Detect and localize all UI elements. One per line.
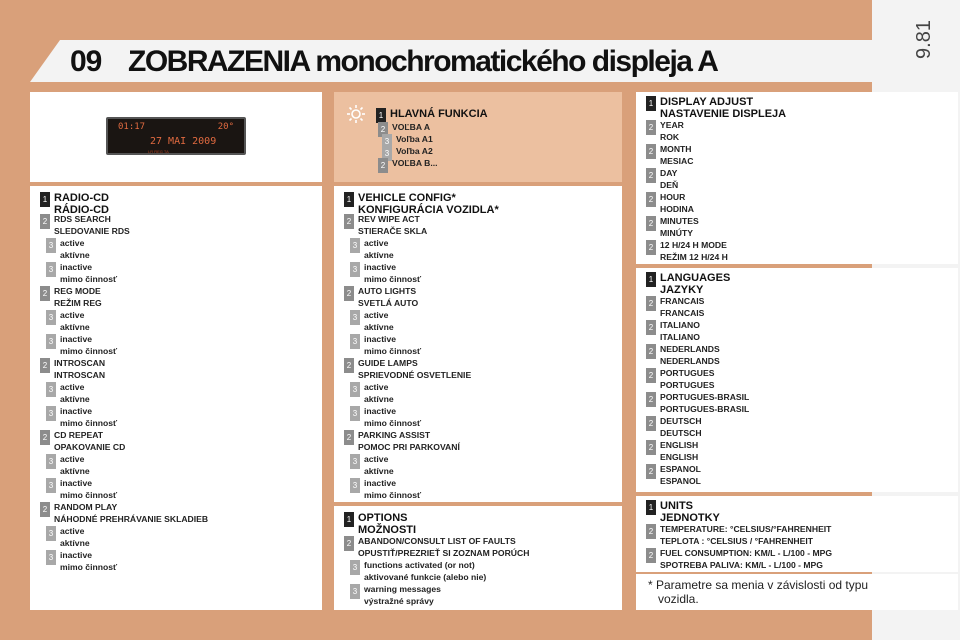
level-badge: 2 (40, 286, 50, 301)
menu-item-level-3 (46, 262, 117, 285)
level-badge: 3 (350, 334, 360, 349)
level-badge: 3 (350, 262, 360, 277)
level-badge: 3 (350, 584, 360, 599)
menu-item-level-2 (40, 502, 208, 525)
menu-item-label: inactive mimo činnosť (60, 478, 118, 500)
level-badge: 2 (646, 144, 656, 159)
footnote: * Parametre sa menia v závislosti od typu vozidla. (648, 578, 869, 606)
level-badge: 3 (350, 238, 360, 253)
menu-item-label: YEAR ROK (660, 120, 684, 142)
level-badge: 3 (350, 560, 360, 575)
menu-item-level-3 (46, 382, 90, 405)
menu-item-label: active aktívne (364, 382, 394, 404)
menu-item-level-3 (350, 382, 394, 405)
menu-item-label: active aktívne (60, 238, 90, 260)
header-notch (30, 40, 60, 82)
level-badge: 3 (350, 478, 360, 493)
level-badge: 2 (646, 192, 656, 207)
menu-item-label: PORTUGUES-BRASIL PORTUGUES-BRASIL (660, 392, 750, 414)
level-badge: 3 (350, 454, 360, 469)
menu-item-label: active aktívne (60, 526, 90, 548)
level-badge: 2 (646, 344, 656, 359)
level-badge: 1 (646, 96, 656, 111)
menu-item-level-3 (350, 406, 421, 429)
menu-item-level-3 (46, 550, 117, 573)
menu-item-label: INTROSCAN INTROSCAN (54, 358, 106, 380)
menu-item-level-2 (646, 344, 720, 367)
level-badge: 3 (46, 310, 56, 325)
menu-item-level-3 (350, 334, 421, 357)
menu-item-level-3 (46, 454, 90, 477)
level-badge: 2 (40, 358, 50, 373)
lcd-time: 01:17 (118, 122, 146, 132)
menu-item-label: ENGLISH ENGLISH (660, 440, 699, 462)
menu-item-level-1 (344, 192, 499, 216)
level-badge: 3 (46, 262, 56, 277)
menu-item-label: VEHICLE CONFIG* KONFIGURÁCIA VOZIDLA* (358, 192, 499, 216)
menu-item-level-3 (46, 526, 90, 549)
level-badge: 2 (344, 430, 354, 445)
menu-item-level-2 (40, 214, 130, 237)
menu-item-label: inactive mimo činnosť (364, 262, 422, 284)
menu-item-level-2 (344, 358, 471, 381)
menu-item-label: RADIO-CD RÁDIO-CD (54, 192, 109, 216)
level-badge: 3 (382, 134, 392, 149)
menu-item-label: HOUR HODINA (660, 192, 694, 214)
level-badge: 2 (646, 120, 656, 135)
level-badge: 3 (46, 238, 56, 253)
menu-item-level-1 (646, 500, 720, 524)
menu-item-label: inactive mimo činnosť (364, 334, 422, 356)
menu-item-label: ESPANOL ESPANOL (660, 464, 701, 486)
level-badge: 2 (378, 158, 388, 173)
menu-item-level-2 (646, 392, 749, 415)
menu-item-level-3 (350, 310, 394, 333)
menu-item-level-2 (646, 368, 714, 391)
level-badge: 2 (40, 502, 50, 517)
menu-item-level-3 (46, 310, 90, 333)
menu-item-label: HLAVNÁ FUNKCIA (390, 108, 488, 120)
menu-item-level-2 (646, 168, 678, 191)
level-badge: 3 (382, 146, 392, 161)
menu-item-label: Voľba A1 (396, 134, 433, 144)
level-badge: 1 (40, 192, 50, 207)
menu-item-label: warning messages výstražné správy (364, 584, 441, 606)
level-badge: 1 (376, 108, 386, 123)
level-badge: 2 (40, 430, 50, 445)
level-badge: 3 (46, 382, 56, 397)
menu-item-label: 12 H/24 H MODE REŽIM 12 H/24 H (660, 240, 728, 262)
level-badge: 2 (646, 392, 656, 407)
menu-item-label: inactive mimo činnosť (60, 550, 118, 572)
menu-item-label: GUIDE LAMPS SPRIEVODNÉ OSVETLENIE (358, 358, 472, 380)
lcd-date: 27 MAI 2009 (150, 136, 217, 147)
menu-item-label: inactive mimo činnosť (364, 406, 422, 428)
level-badge: 3 (46, 478, 56, 493)
menu-item-level-3 (350, 478, 421, 501)
menu-item-label: OPTIONS MOŽNOSTI (358, 512, 417, 536)
level-badge: 2 (344, 286, 354, 301)
level-badge: 1 (344, 512, 354, 527)
menu-item-level-2 (344, 536, 529, 559)
lcd-display (106, 117, 246, 155)
menu-item-label: ABANDON/CONSULT LIST OF FAULTS OPUSTIŤ/PREZRIEŤ SI ZOZNAM PORÚCH (358, 536, 530, 558)
menu-item-level-3 (350, 560, 486, 583)
menu-item-level-3 (350, 454, 394, 477)
lcd-temp: 20° (217, 122, 234, 132)
menu-item-level-2 (344, 214, 427, 237)
level-badge: 3 (46, 454, 56, 469)
menu-item-level-2 (646, 192, 694, 215)
level-badge: 3 (350, 406, 360, 421)
menu-item-level-2 (40, 430, 125, 453)
menu-item-label: VOĽBA A (392, 122, 431, 132)
level-badge: 2 (344, 536, 354, 551)
menu-item-label: DAY DEŇ (660, 168, 679, 190)
level-badge: 2 (646, 548, 656, 563)
menu-item-level-3 (46, 238, 90, 261)
level-badge: 3 (46, 526, 56, 541)
menu-item-level-2 (344, 286, 418, 309)
menu-item-level-3 (350, 238, 394, 261)
level-badge: 3 (46, 406, 56, 421)
level-badge: 3 (46, 334, 56, 349)
menu-item-label: active aktívne (364, 454, 394, 476)
menu-item-level-3 (46, 478, 117, 501)
menu-item-label: Voľba A2 (396, 146, 433, 156)
menu-item-level-1 (344, 512, 416, 536)
menu-item-level-3 (350, 262, 421, 285)
menu-item-label: REV WIPE ACT STIERAČE SKLA (358, 214, 428, 236)
menu-item-label: RANDOM PLAY NÁHODNÉ PREHRÁVANIE SKLADIEB (54, 502, 209, 524)
menu-item-label: LANGUAGES JAZYKY (660, 272, 731, 296)
menu-item-label: DISPLAY ADJUST NASTAVENIE DISPLEJA (660, 96, 787, 120)
menu-item-level-2 (646, 548, 832, 571)
sun-icon (346, 104, 366, 124)
menu-item-label: inactive mimo činnosť (60, 262, 118, 284)
menu-item-level-3 (350, 584, 441, 607)
chapter-number: 09 (70, 45, 102, 78)
menu-item-label: PORTUGUES PORTUGUES (660, 368, 715, 390)
menu-item-level-2 (646, 296, 704, 319)
menu-item-label: DEUTSCH DEUTSCH (660, 416, 702, 438)
menu-item-label: FUEL CONSUMPTION: KM/L - L/100 - MPG SPOTREBA PALIVA: KM/L - L/100 - MPG (660, 548, 833, 570)
menu-item-label: functions activated (or not) aktivované funkcie (alebo nie) (364, 560, 487, 582)
level-badge: 2 (646, 440, 656, 455)
menu-item-label: PARKING ASSIST POMOC PRI PARKOVANÍ (358, 430, 460, 452)
menu-item-label: active aktívne (60, 310, 90, 332)
menu-item-level-2 (40, 358, 105, 381)
level-badge: 3 (46, 550, 56, 565)
level-badge: 2 (646, 464, 656, 479)
menu-item-label: active aktívne (60, 382, 90, 404)
level-badge: 3 (350, 382, 360, 397)
level-badge: 1 (646, 272, 656, 287)
menu-item-level-2 (646, 216, 699, 239)
menu-item-label: RDS SEARCH SLEDOVANIE RDS (54, 214, 130, 236)
level-badge: 2 (344, 358, 354, 373)
level-badge: 2 (40, 214, 50, 229)
menu-item-label: AUTO LIGHTS SVETLÁ AUTO (358, 286, 419, 308)
menu-item-level-2 (40, 286, 102, 309)
level-badge: 2 (344, 214, 354, 229)
menu-item-label: inactive mimo činnosť (60, 406, 118, 428)
menu-item-label: FRANCAIS FRANCAIS (660, 296, 705, 318)
menu-item-level-3 (46, 334, 117, 357)
menu-item-label: MINUTES MINÚTY (660, 216, 699, 238)
menu-item-label: NEDERLANDS NEDERLANDS (660, 344, 720, 366)
level-badge: 2 (646, 368, 656, 383)
menu-item-label: active aktívne (60, 454, 90, 476)
level-badge: 2 (646, 168, 656, 183)
menu-item-label: UNITS JEDNOTKY (660, 500, 720, 524)
level-badge: 1 (646, 500, 656, 515)
menu-item-level-2 (646, 120, 684, 143)
level-badge: 2 (646, 296, 656, 311)
lcd-indicators: LR REG TA (148, 149, 169, 154)
page-number: 9.81 (912, 20, 935, 59)
menu-item-label: inactive mimo činnosť (364, 478, 422, 500)
menu-item-level-2 (646, 320, 700, 343)
level-badge: 2 (646, 320, 656, 335)
menu-item-level-2 (344, 430, 460, 453)
menu-item-level-2 (646, 464, 701, 487)
menu-item-label: VOĽBA B... (392, 158, 438, 168)
menu-item-level-1 (376, 108, 488, 123)
menu-item-label: MONTH MESIAC (660, 144, 694, 166)
menu-item-label: ITALIANO ITALIANO (660, 320, 700, 342)
menu-item-label: active aktívne (364, 310, 394, 332)
menu-item-level-1 (646, 96, 786, 120)
menu-item-level-2 (378, 158, 438, 173)
level-badge: 2 (646, 416, 656, 431)
menu-item-label: CD REPEAT OPAKOVANIE CD (54, 430, 126, 452)
menu-item-level-2 (646, 524, 831, 547)
menu-item-level-1 (646, 272, 730, 296)
level-badge: 2 (646, 216, 656, 231)
level-badge: 1 (344, 192, 354, 207)
menu-item-label: active aktívne (364, 238, 394, 260)
level-badge: 3 (350, 310, 360, 325)
menu-item-level-1 (40, 192, 109, 216)
menu-item-level-3 (46, 406, 117, 429)
menu-item-label: TEMPERATURE: °CELSIUS/°FAHRENHEIT TEPLOTA : °CELSIUS / °FAHRENHEIT (660, 524, 832, 546)
level-badge: 2 (646, 240, 656, 255)
page-title: ZOBRAZENIA monochromatického displeja A (128, 45, 718, 78)
menu-item-level-2 (646, 440, 698, 463)
menu-item-level-2 (646, 144, 693, 167)
menu-item-level-2 (646, 240, 728, 263)
level-badge: 2 (646, 524, 656, 539)
level-badge: 2 (378, 122, 388, 137)
menu-item-label: REG MODE REŽIM REG (54, 286, 102, 308)
menu-item-level-2 (646, 416, 702, 439)
menu-item-label: inactive mimo činnosť (60, 334, 118, 356)
